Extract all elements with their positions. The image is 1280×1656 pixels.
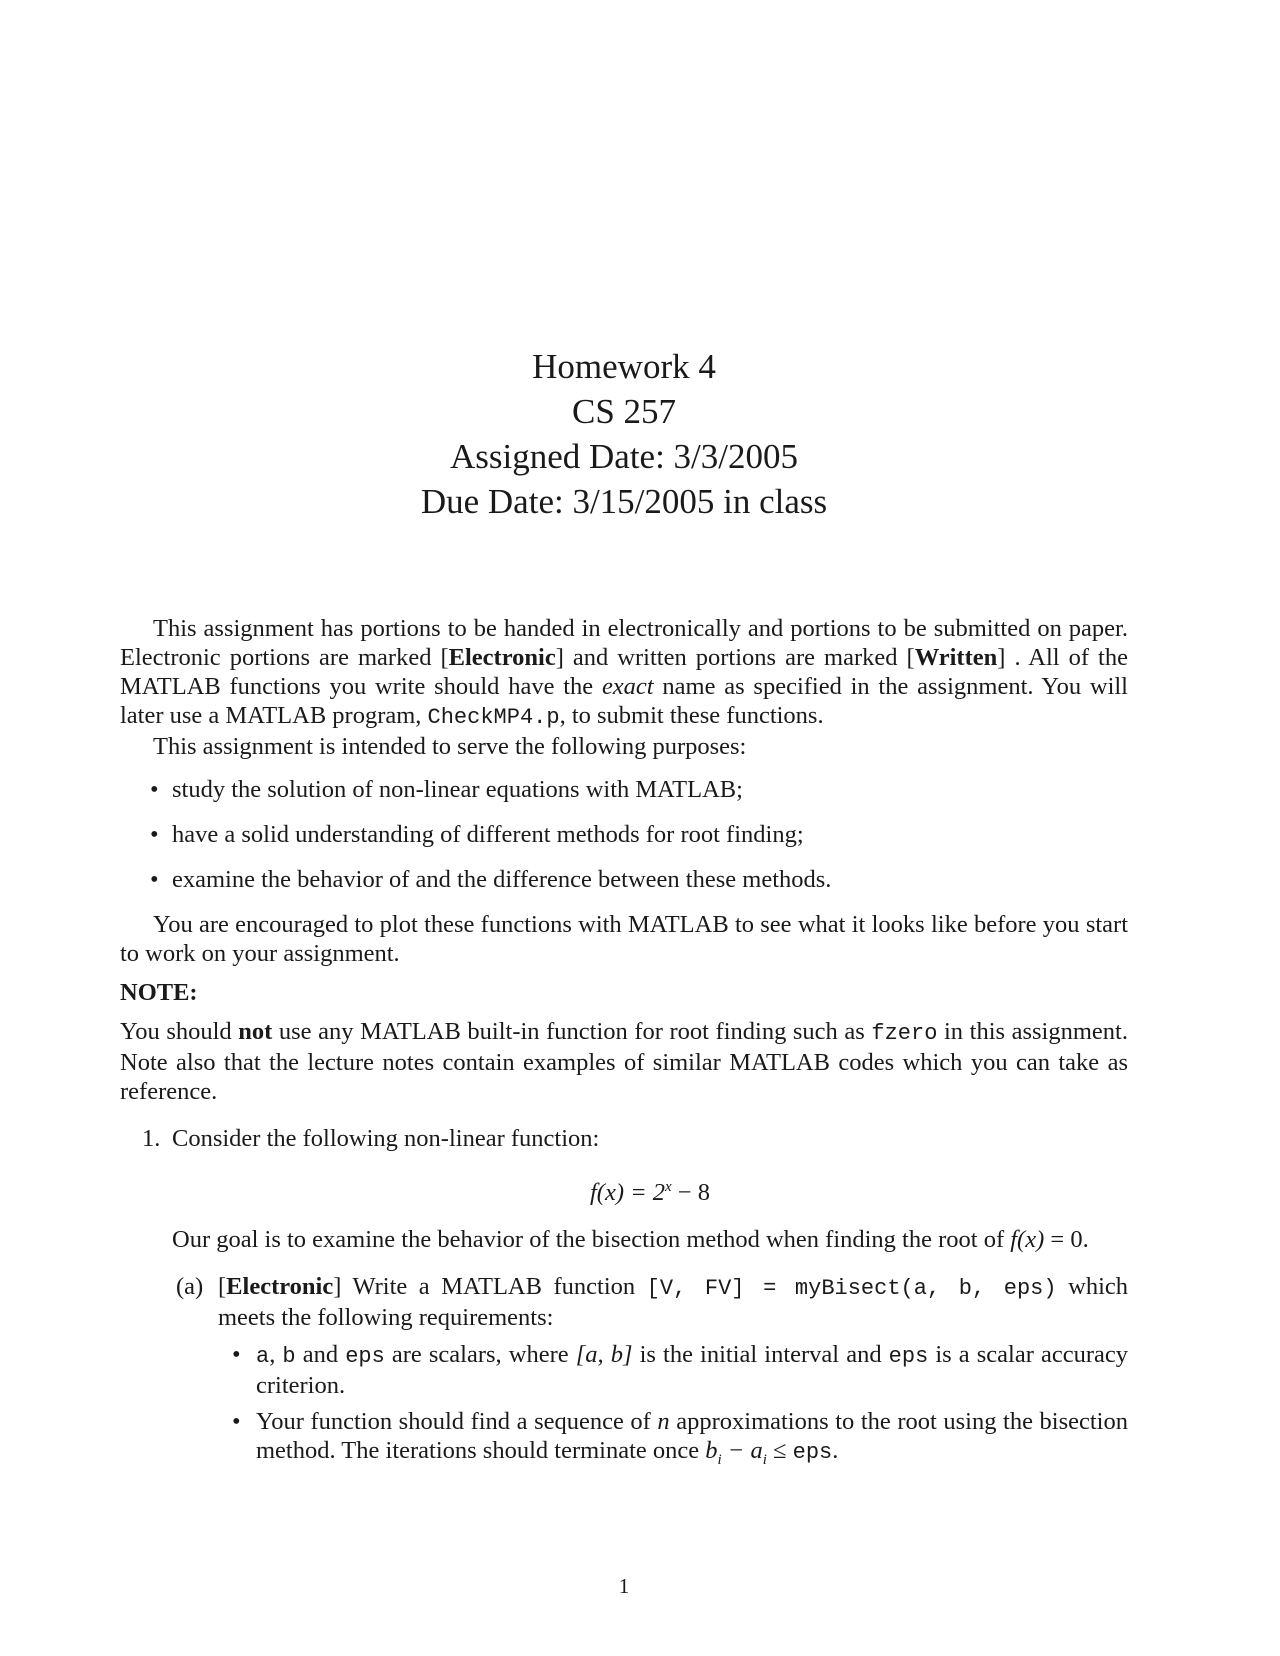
intro-paragraph: This assignment has portions to be handed in electronically and portions to be submitted on paper. Electronic portions are marked [Electronic] and written portions are marked [Written] . All of the MATLAB functions you write should have the exact name as specified in the assignment. You will later use a MATLAB program, CheckMP4.p, to submit these functions. <box>120 615 1128 730</box>
list-item: • Your function should find a sequence of n approximations to the root using the bisection method. The iterations should terminate once $b_i - a_i$ ≤ eps. <box>232 1408 1128 1469</box>
list-item: • study the solution of non-linear equations with MATLAB; <box>150 776 743 803</box>
document-body <box>120 614 1128 1482</box>
program-name: CheckMP4.p <box>427 705 560 730</box>
requirements-list <box>218 1340 1128 1475</box>
purpose-intro: This assignment is intended to serve the following purposes: <box>153 733 747 760</box>
course-code: CS 257 <box>571 392 677 431</box>
question-1a-text: [Electronic] Write a MATLAB function [V, FV] = myBisect(a, b, eps) which meets the following requirements: <box>218 1273 1129 1332</box>
document-header <box>0 344 1248 524</box>
written-tag: Written <box>914 644 998 671</box>
question-1: 1. Consider the following non-linear function: $f(x) = 2^x - 8$ Our goal is to examine the behavior of the bisection method when finding the root of f(x) = 0. <box>120 1124 1128 1254</box>
purposes-list <box>120 775 1128 894</box>
question-1a: (a) [Electronic] Write a MATLAB function [V, FV] = myBisect(a, b, eps) which meets the following requirements: • a, b and eps are scalars, where [a, b] is the initial interval and eps is a scalar accuracy criterion. • Your function should find a sequence of n approximations to the root using the bisection method. The iterations should terminate once $b_i - a_i$ ≤ eps. <box>120 1272 1128 1475</box>
list-item: • have a solid understanding of different methods for root finding; <box>150 821 804 848</box>
note-heading: NOTE: <box>120 979 198 1006</box>
question-1-text: Consider the following non-linear function: <box>172 1125 600 1152</box>
page-number: 1 <box>618 1574 630 1598</box>
list-item: • examine the behavior of and the difference between these methods. <box>150 866 832 893</box>
due-date: Due Date: 3/15/2005 in class <box>420 482 828 521</box>
encourage-paragraph: You are encouraged to plot these functions with MATLAB to see what it looks like before you start to work on your assignment. <box>120 911 1128 967</box>
electronic-tag: Electronic <box>448 644 556 671</box>
homework-title: Homework 4 <box>532 347 716 386</box>
function-signature: [V, FV] = myBisect(a, b, eps) <box>646 1276 1057 1302</box>
list-item: • a, b and eps are scalars, where [a, b] is the initial interval and eps is a scalar accuracy criterion. <box>232 1341 1129 1400</box>
goal-paragraph: Our goal is to examine the behavior of the bisection method when finding the root of f(x) = 0. <box>172 1226 1089 1254</box>
note-paragraph: You should not use any MATLAB built-in function for root finding such as fzero in this assignment. Note also that the lecture notes contain examples of similar MATLAB codes which you can take as reference. <box>120 1018 1128 1105</box>
fzero-code: fzero <box>871 1021 938 1046</box>
formula: $f(x) = 2^x - 8$ <box>589 1179 711 1207</box>
assigned-date: Assigned Date: 3/3/2005 <box>449 437 799 476</box>
